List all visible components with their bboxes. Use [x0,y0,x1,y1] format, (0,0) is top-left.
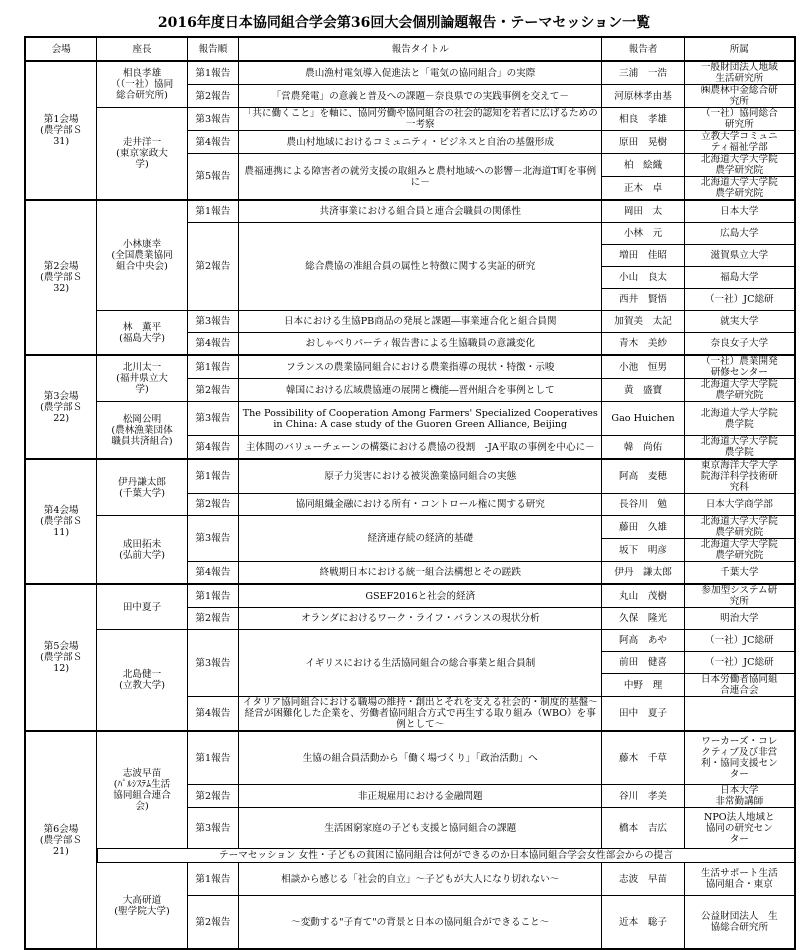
reporter-cell: 丸山 茂樹 [602,584,684,608]
chair-cell: 伊丹謙太郎 (千葉大学) [97,459,187,516]
affiliation-cell: 広島大学 [684,223,795,245]
table-row [25,311,795,333]
order-cell: 第3報告 [187,402,238,436]
order-cell: 第2報告 [187,785,238,808]
venue-cell: 第5会場 (農学部Ｓ 12) [25,584,97,731]
title-cell: 韓国における広域農協連の展開と機能―晋州組合を事例として [239,379,602,402]
title-cell: 総合農協の准組合員の属性と特徴に関する実証的研究 [239,223,602,311]
page-title: 2016年度日本協同組合学会第36回大会個別論題報告・テーマセッション一覧 [157,15,651,31]
order-cell: 第5報告 [187,154,238,201]
reporter-cell: 青木 美紗 [602,333,684,356]
header-order: 報告順 [187,37,238,61]
order-cell: 第2報告 [187,494,238,516]
chair-cell: 志波早苗 (ﾊﾟﾙｼｽﾃﾑ生活 協同組合連合 会) [97,731,187,849]
order-cell: 第3報告 [187,808,238,849]
reporter-cell: 坂下 明彦 [602,539,684,562]
title-cell: 共済事業における組合員と連合会職員の関係性 [239,200,602,223]
reporter-cell: 志波 早苗 [602,863,684,896]
reporter-cell: 河原林孝由基 [602,85,684,108]
chair-cell: 小林康幸 (全国農業協同 組合中央会) [97,200,187,311]
reporter-cell: 小池 恒男 [602,355,684,379]
theme-session-banner: テーマセッション 女性・子どもの貧困に協同組合は何ができるのか日本協同組合学会女性部会からの提言 [97,849,795,863]
affiliation-cell: 公益財団法人 生 協総合研究所 [684,896,795,950]
affiliation-cell: 立教大学コミュニ ティ福祉学部 [684,131,795,154]
affiliation-cell: 日本大学 非常勤講師 [684,785,795,808]
order-cell: 第1報告 [187,200,238,223]
affiliation-cell: 北海道大学大学院 農学研究院 [684,516,795,539]
order-cell: 第4報告 [187,131,238,154]
reporter-cell: 中野 理 [602,674,684,697]
reporter-cell: 久保 隆光 [602,608,684,630]
venue-cell: 第6会場 (農学部Ｓ 21) [25,731,97,949]
chair-cell: 松岡公明 (農林漁業団体 職員共済組合) [97,402,187,460]
order-cell: 第4報告 [187,562,238,585]
order-cell: 第1報告 [187,584,238,608]
title-cell: 生活困窮家庭の子ども支援と協同組合の課題 [239,808,602,849]
chair-cell: 大高研道 (聖学院大学) [97,863,187,950]
chair-cell: 相良孝雄 （（一社）協同 総合研究所) [97,61,187,108]
affiliation-cell: 一般財団法人地域 生活研究所 [684,61,795,85]
title-cell: 「営農発電」の意義と普及への課題－奈良県での実践事例を交えて－ [239,85,602,108]
title-cell: オランダにおけるワーク・ライフ・バランスの現状分析 [239,608,602,630]
affiliation-cell: NPO法人地域と 協同の研究セン ター [684,808,795,849]
reporter-cell: 藤田 久雄 [602,516,684,539]
header-affiliation: 所属 [684,37,795,61]
affiliation-cell: 北海道大学大学院 農学研究院 [684,539,795,562]
chair-cell: 北島健一 (立教大学) [97,630,187,732]
order-cell: 第4報告 [187,697,238,732]
affiliation-cell: 北海道大学大学院 農学研究院 [684,154,795,177]
order-cell: 第2報告 [187,896,238,950]
reporter-cell: 田中 夏子 [602,697,684,732]
reporter-cell: 阿高 あや [602,630,684,652]
order-cell: 第4報告 [187,436,238,460]
affiliation-cell: 福島大学 [684,267,795,289]
venue-cell: 第1会場 (農学部Ｓ 31) [25,61,97,200]
affiliation-cell: （一社）JC総研 [684,289,795,311]
reporter-cell: 小林 元 [602,223,684,245]
reporter-cell: 近本 聡子 [602,896,684,950]
reporter-cell: Gao Huichen [602,402,684,436]
table-row [25,355,795,379]
order-cell: 第1報告 [187,731,238,785]
chair-cell: 北川太一 (福井県立大 学) [97,355,187,402]
header-row [25,37,795,61]
title-cell: 原子力災害における被災漁業協同組合の実態 [239,459,602,494]
order-cell: 第2報告 [187,379,238,402]
title-cell: イタリア協同組合における職場の維持・創出とそれを支える社会的・制度的基盤～経営が困難化した企業を、労働者協同組合方式で再生する取り組み（WBO）を事例として～ [239,697,602,732]
title-cell: おしゃべりパーティ報告書による生協職員の意識変化 [239,333,602,356]
order-cell: 第2報告 [187,85,238,108]
title-cell: 相談から感じる「社会的自立」～子どもが大人になり切れない～ [239,863,602,896]
affiliation-cell: 生活サポート生活 協同組合・東京 [684,863,795,896]
title-cell: 「共に働くこと」を軸に、協同労働や協同組合の社会的認知を若者に広げるための一考察 [239,108,602,131]
affiliation-cell: ワーカーズ・コレ クティブ及び非営 利・協同支援セン ター [684,731,795,785]
reporter-cell: 黄 盛寶 [602,379,684,402]
reporter-cell: 原田 晃樹 [602,131,684,154]
table-row [25,731,795,785]
chair-cell: 田中夏子 [97,584,187,630]
affiliation-cell: ㈱農林中金総合研 究所 [684,85,795,108]
reporter-cell: 岡田 太 [602,200,684,223]
affiliation-cell: 明治大学 [684,608,795,630]
reporter-cell: 伊丹 謙太郎 [602,562,684,585]
table-row [25,200,795,223]
order-cell: 第3報告 [187,516,238,562]
reporter-cell: 橋本 吉広 [602,808,684,849]
affiliation-cell: 就実大学 [684,311,795,333]
order-cell: 第1報告 [187,863,238,896]
title-cell: フランスの農業協同組合における農業指導の現状・特徴・示唆 [239,355,602,379]
table-row [25,459,795,494]
title-cell: 主体間のバリューチェーンの構築における農協の役割 -JA平取の事例を中心に－ [239,436,602,460]
reporter-cell: 柏 絵織 [602,154,684,177]
session-table [24,36,796,950]
header-venue: 会場 [25,37,97,61]
order-cell: 第2報告 [187,223,238,311]
title-cell: 農山漁村電気導入促進法と「電気の協同組合」の実際 [239,61,602,85]
order-cell: 第2報告 [187,608,238,630]
reporter-cell: 三浦 一浩 [602,61,684,85]
table-row [25,863,795,896]
title-cell: 協同組織金融における所有・コントロール権に関する研究 [239,494,602,516]
order-cell: 第1報告 [187,61,238,85]
chair-cell: 走井洋一 (東京家政大 学) [97,108,187,201]
title-cell: ～変動する"子育て"の背景と日本の協同組合ができること～ [239,896,602,950]
affiliation-cell: 日本労働者協同組 合連合会 [684,674,795,697]
title-cell: 非正規雇用における金融問題 [239,785,602,808]
venue-cell: 第3会場 (農学部Ｓ 22) [25,355,97,459]
reporter-cell: 韓 尚佑 [602,436,684,460]
reporter-cell: 谷川 孝美 [602,785,684,808]
title-cell: イギリスにおける生活協同組合の総合事業と組合員制 [239,630,602,697]
table-row [25,849,795,863]
reporter-cell: 加賀美 太記 [602,311,684,333]
table-row [25,108,795,131]
affiliation-cell: 滋賀県立大学 [684,245,795,267]
affiliation-cell: 奈良女子大学 [684,333,795,356]
reporter-cell: 相良 孝雄 [602,108,684,131]
order-cell: 第3報告 [187,311,238,333]
title-cell: GSEF2016と社会的経済 [239,584,602,608]
table-row [25,584,795,608]
affiliation-cell: （一社）協同総合 研究所 [684,108,795,131]
reporter-cell: 増田 佳昭 [602,245,684,267]
affiliation-cell: 東京海洋大学大学 院海洋科学技術研 究科 [684,459,795,494]
title-cell: 終戦期日本における統一組合法構想とその蹉跌 [239,562,602,585]
title-cell: 生協の組合員活動から「働く場づくり」「政治活動」へ [239,731,602,785]
title-cell: 農山村地域におけるコミュニティ・ビジネスと自治の基盤形成 [239,131,602,154]
title-cell: 経済連存続の経済的基礎 [239,516,602,562]
reporter-cell: 西井 賢悟 [602,289,684,311]
affiliation-cell: 北海道大学大学院 農学研究院 [684,177,795,201]
reporter-cell: 阿高 麦穂 [602,459,684,494]
table-row [25,61,795,85]
venue-cell: 第4会場 (農学部Ｓ 11) [25,459,97,584]
header-chair: 座長 [97,37,187,61]
affiliation-cell [684,697,795,732]
header-title: 報告タイトル [239,37,602,61]
order-cell: 第4報告 [187,333,238,356]
order-cell: 第3報告 [187,108,238,131]
reporter-cell: 正木 卓 [602,177,684,201]
affiliation-cell: 日本大学 [684,200,795,223]
table-row [25,516,795,539]
chair-cell: 林 薫平 (福島大学) [97,311,187,356]
affiliation-cell: （一社）JC総研 [684,630,795,652]
order-cell: 第3報告 [187,630,238,697]
reporter-cell: 小山 良太 [602,267,684,289]
order-cell: 第1報告 [187,355,238,379]
affiliation-cell: （一社）JC総研 [684,652,795,674]
header-reporter: 報告者 [602,37,684,61]
reporter-cell: 藤木 千草 [602,731,684,785]
affiliation-cell: 参加型システム研 究所 [684,584,795,608]
affiliation-cell: 北海道大学大学院 農学院 [684,436,795,460]
reporter-cell: 前田 健喜 [602,652,684,674]
chair-cell: 成田拓未 (弘前大学) [97,516,187,585]
reporter-cell: 長谷川 勉 [602,494,684,516]
title-cell: 日本における生協PB商品の発展と課題―事業連合化と組合員関 [239,311,602,333]
table-row [25,630,795,652]
order-cell: 第1報告 [187,459,238,494]
table-row [25,402,795,436]
affiliation-cell: 北海道大学大学院 農学院 [684,402,795,436]
affiliation-cell: （一社）農業開発 研修センター [684,355,795,379]
affiliation-cell: 日本大学商学部 [684,494,795,516]
affiliation-cell: 千葉大学 [684,562,795,585]
title-cell: 農福連携による障害者の就労支援の取組みと農村地域への影響－北海道T町を事例に－ [239,154,602,201]
affiliation-cell: 北海道大学大学院 農学研究院 [684,379,795,402]
venue-cell: 第2会場 (農学部Ｓ 32) [25,200,97,355]
title-cell: The Possibility of Cooperation Among Farmers' Specialized Cooperatives in China: A case study of the Guoren Green Alliance, Beijing [239,402,602,436]
